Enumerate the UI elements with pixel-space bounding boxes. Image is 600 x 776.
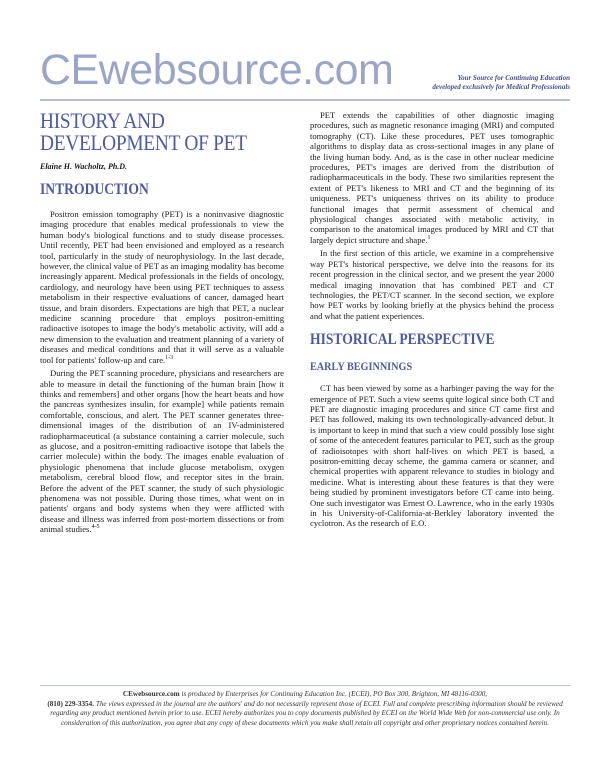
- tagline-line-1: Your Source for Continuing Education: [457, 74, 570, 82]
- page-header: [40, 46, 570, 98]
- footer-disclaimer: The views expressed in the journal are the authors' and do not necessarily represent those of ECEI. Full and complete prescribing information should be reviewed regarding any product mentioned herein prior to use. ECEI hereby authorizes you to copy documents published by ECEI on the World Wide Web for non-commercial use only. In consideration of this authorization, you agree that any copy of these documents which you make shall retain all copyright and other proprietary notices contained herein.: [50, 699, 563, 727]
- right-column: [310, 110, 554, 532]
- tagline-line-2: developed exclusively for Medical Professionals: [432, 83, 570, 91]
- article-author: Elaine H. Wacholtz, Ph.D.: [40, 162, 128, 171]
- footer-phone: (810) 229-3354.: [47, 699, 95, 708]
- paragraph: In the first section of this article, we examine in a comprehensive way PET's historical perspective, we delve into the reasons for its recent progression in the clinical sector, and we present the year 2000 medical imaging innovation that has combined PET and CT technologies, the PET/CT scanner. In the second section, we explore how PET works by looking briefly at the physics behind the process and what the patient experiences.: [310, 248, 554, 321]
- paragraph: Positron emission tomography (PET) is a noninvasive diagnostic imaging procedure that enables medical professionals to view the human body's biological functions and to study disease processes. Until recently, PET had been envisioned and employed as a research tool, particularly in the study of neurophysiology. In the last decade, however, the clinical value of PET as an imaging modality has become increasingly apparent. Medical professionals in the fields of oncology, cardiology, and neurology have been using PET techniques to assess metabolism in their respective evaluations of cancer, damaged heart tissue, and brain disorders. Expectations are high that PET, a nuclear medicine scanning procedure that employs positron-emitting radioactive isotopes to image the body's metabolic activity, will add a new dimension to the evaluation and treatment planning of a variety of diseases and medical conditions and that it will serve as a valuable tool for patients' follow-up and care.$^{1-3}$: [40, 209, 284, 365]
- footer-publisher-info: is produced by Enterprises for Continuing Education Inc. (ECEI), PO Box 300, Brighton, MI 48116-0300,: [179, 690, 488, 698]
- paragraph: During the PET scanning procedure, physicians and researchers are able to measure in detail the functioning of the human brain [how it thinks and remembers] and other organs [how the heart beats and how the pancreas synthesizes insulin, for example] while patients remain comfortable, conscious, and alert. The PET scanner generates three-dimensional images of the distribution of an IV-administered radiopharmaceutical (a substance containing a carrier molecule, such as glucose, and a positron-emitting radioactive isotope that labels the carrier molecule) within the body. The images enable evaluation of physiologic phenomena that include glucose metabolism, oxygen metabolism, cerebral blood flow, and receptor sites in the brain. Before the advent of the PET scanner, the study of such physiologic phenomena was not possible. During those times, what went on in patients' organs and body systems when they were afflicted with disease and illness was inferred from post-mortem dissections or from animal studies.$^{4-5}$: [40, 368, 284, 535]
- site-logo: CEwebsource.com: [40, 46, 394, 94]
- paragraph: PET extends the capabilities of other diagnostic imaging procedures, such as magnetic resonance imaging (MRI) and computed tomography (CT). Like these procedures, PET uses tomographic algorithms to display data as cross-sectional images in any plane of the living human body. And, as is the case in other nuclear medicine procedures, PET's images are derived from the distribution of radiopharmaceuticals in the body. These two similarities represent the extent of PET's likeness to MRI and CT and the beginning of its uniqueness. PET's uniqueness thrives on its ability to produce functional images that permit assessment of chemical and physiological changes associated with metabolic activity, in comparison to the anatomical images produced by MRI and CT that largely depict structure and shape.$^1$: [310, 110, 554, 245]
- footer-divider: [40, 685, 570, 686]
- left-column: [40, 110, 284, 538]
- site-tagline: [410, 74, 570, 92]
- section-heading-historical-perspective: HISTORICAL PERSPECTIVE: [310, 331, 495, 349]
- footer-site-name: CEwebsource.com: [122, 690, 180, 698]
- subsection-heading-early-beginnings: EARLY BEGINNINGS: [310, 359, 413, 374]
- article-title: HISTORY AND DEVELOPMENT OF PET: [40, 108, 247, 155]
- section-heading-introduction: INTRODUCTION: [40, 181, 149, 198]
- header-divider: [40, 99, 570, 101]
- paragraph: CT has been viewed by some as a harbinger paving the way for the emergence of PET. Such a view seems quite logical since both CT and PET are diagnostic imaging procedures and since CT came first and PET has followed, making its own technologically-advanced debut. It is important to keep in mind that such a view could possibly lose sight of some of the antecedent features particular to PET, such as the group of radioisotopes with short half-lives on which PET is based, a positron-emitting decay scheme, the gamma camera or scanner, and chemical properties with apparent relevance to studies in biology and medicine. What is interesting about these features is that they were being studied by prominent investigators before CT came into being. One such investigator was Ernest O. Lawrence, who in the early 1930s in his University-of-California-at-Berkley laboratory invented the cyclotron. As the research of E.O.: [310, 383, 554, 529]
- page-footer: [40, 690, 570, 728]
